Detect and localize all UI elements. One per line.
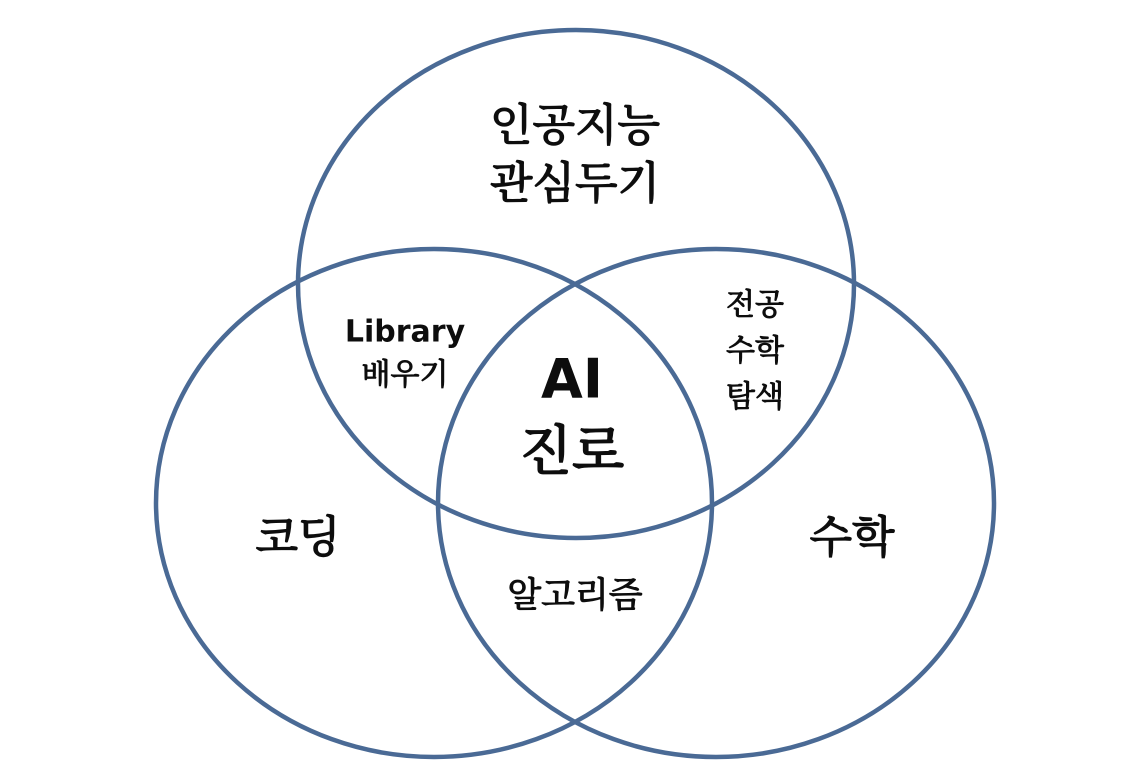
label-center-line-1: AI: [541, 347, 603, 411]
label-top-right-line-3: 탐색: [726, 379, 784, 415]
label-left: 코딩: [255, 512, 341, 563]
label-top-line-1: 인공지능: [489, 100, 661, 151]
label-left-right: 알고리즘: [507, 576, 643, 616]
label-center-line-2: 진로: [519, 419, 625, 483]
label-top-left-line-2: 배우기: [361, 357, 449, 393]
label-top-left-line-1: Library: [344, 314, 466, 350]
label-top-line-2: 관심두기: [489, 158, 661, 209]
label-right: 수학: [809, 512, 895, 563]
label-top-right-line-2: 수학: [726, 333, 784, 369]
label-top-right-line-1: 전공: [726, 287, 784, 323]
